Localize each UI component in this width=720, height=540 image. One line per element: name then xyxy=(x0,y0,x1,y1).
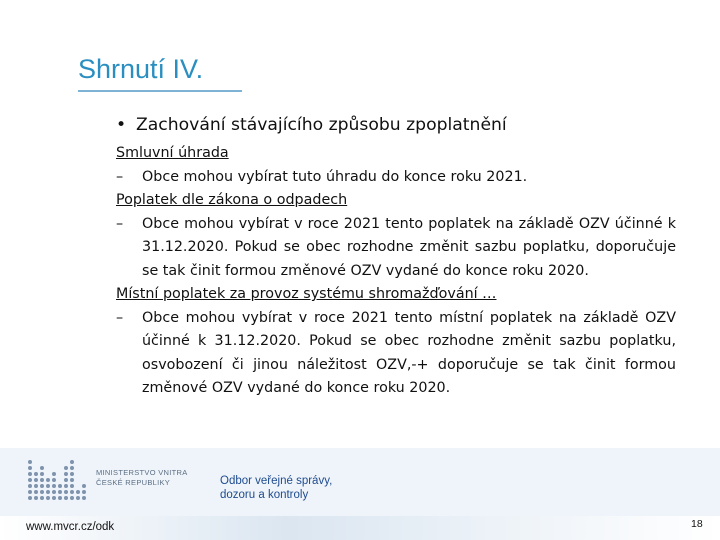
section-item-text-1: Obce mohou vybírat tuto úhradu do konce roku 2021. xyxy=(142,168,528,185)
department-name xyxy=(220,474,332,502)
section-item-2 xyxy=(116,213,676,284)
section-item-text-2: Obce mohou vybírat v roce 2021 tento poplatek na základě OZV účinné k 31.12.2020. Pokud se obec rozhodne změnit sazbu poplatku, doporučuje se tak činit formou změnové OZV vydané do konce roku 2020. xyxy=(142,215,676,279)
dash-icon: – xyxy=(116,309,124,326)
section-item-text-3: Obce mohou vybírat v roce 2021 tento místní poplatek na základě OZV účinné k 31.12.2020. Pokud se obec rozhodne změnit sazbu poplatku, osvobození či jinou náležitost OZV,-+ doporučuje se tak činit formou změnové OZV vydané do konce roku 2020. xyxy=(142,309,676,396)
page-number: 18 xyxy=(691,518,703,530)
footer xyxy=(0,448,720,540)
section-heading-2: Poplatek dle zákona o odpadech xyxy=(116,192,348,208)
dash-icon: – xyxy=(116,215,124,232)
section-heading-3: Místní poplatek za provoz systému shromažďování … xyxy=(116,286,497,302)
slide-title: Shrnutí IV. xyxy=(78,54,204,84)
department-line-1: Odbor veřejné správy, xyxy=(220,475,333,487)
section-item-1 xyxy=(116,166,676,190)
ministry-logo-icon xyxy=(26,458,96,502)
footer-url-link[interactable]: www.mvcr.cz/odk xyxy=(26,521,115,533)
ministry-line-1: MINISTERSTVO VNITRA xyxy=(96,468,188,477)
dash-icon: – xyxy=(116,168,124,185)
slide-content xyxy=(116,112,676,401)
main-bullet xyxy=(116,112,676,138)
section-item-3 xyxy=(116,307,676,401)
main-bullet-text: Zachování stávajícího způsobu zpoplatnění xyxy=(136,115,507,135)
bullet-icon: • xyxy=(116,115,127,135)
section-heading-1: Smluvní úhrada xyxy=(116,145,229,161)
ministry-line-2: ČESKÉ REPUBLIKY xyxy=(96,478,171,487)
title-underline xyxy=(78,90,242,92)
department-line-2: dozoru a kontroly xyxy=(220,489,309,501)
ministry-name xyxy=(96,468,188,488)
